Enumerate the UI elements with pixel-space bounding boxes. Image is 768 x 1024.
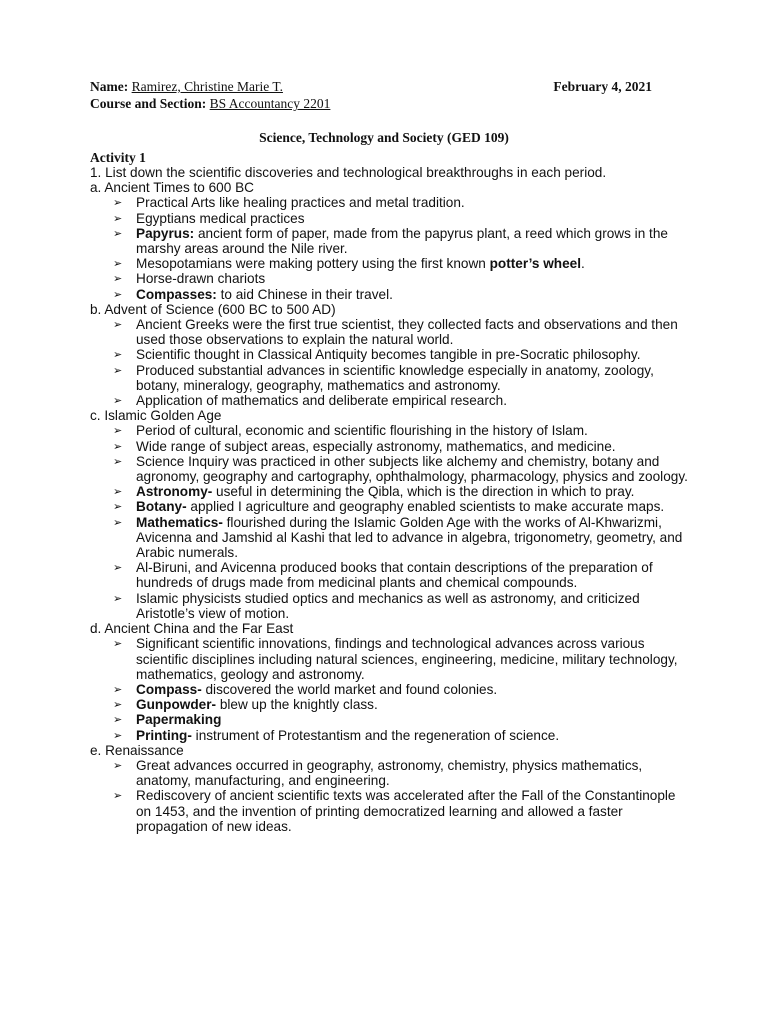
list-item (113, 317, 690, 348)
list-item (113, 362, 690, 393)
item-text: ancient form of paper, made from the papyrus plant, a reed which grows in the marshy areas around the Nile river. (136, 225, 668, 257)
item-text: to aid Chinese in their travel. (216, 286, 393, 302)
item-bold-term: Printing- (136, 727, 192, 743)
list-item (113, 210, 690, 226)
name-label: Name: (90, 79, 129, 94)
item-text: Al-Biruni, and Avicenna produced books that contain descriptions of the preparation of hundreds of drugs made from medicinal plants and chemical compounds. (136, 560, 653, 591)
list-item (113, 681, 690, 697)
list-item (113, 195, 690, 211)
list-item (113, 393, 690, 409)
item-text: Period of cultural, economic and scientific flourishing in the history of Islam. (136, 423, 588, 439)
arrow-bullet-icon: ➢ (113, 561, 123, 575)
name-line (90, 79, 283, 95)
item-text: . (581, 256, 585, 272)
item-bold-term: Compasses: (136, 286, 217, 302)
sections-container (90, 180, 690, 834)
section-title: b. Advent of Science (600 BC to 500 AD) (90, 301, 336, 317)
list-item (113, 286, 690, 302)
list-item (113, 712, 690, 728)
arrow-bullet-icon: ➢ (113, 500, 123, 514)
list-item (113, 271, 690, 287)
list-item (113, 438, 690, 454)
arrow-bullet-icon: ➢ (113, 287, 123, 301)
arrow-bullet-icon: ➢ (113, 454, 123, 468)
arrow-bullet-icon: ➢ (113, 257, 123, 271)
arrow-bullet-icon: ➢ (113, 226, 123, 240)
arrow-bullet-icon: ➢ (113, 591, 123, 605)
list-item (113, 423, 690, 439)
list-item (113, 590, 690, 621)
bullet-list (90, 423, 690, 621)
arrow-bullet-icon: ➢ (113, 713, 123, 727)
item-bold-term: Mathematics- (136, 514, 223, 530)
arrow-bullet-icon: ➢ (113, 728, 123, 742)
item-text: Islamic physicists studied optics and mechanics as well as astronomy, and criticized Aristotle’s view of motion. (136, 590, 640, 621)
arrow-bullet-icon: ➢ (113, 211, 123, 225)
list-item (113, 757, 690, 789)
date: February 4, 2021 (553, 79, 652, 94)
item-text: Wide range of subject areas, especially astronomy, mathematics, and medicine. (136, 438, 616, 454)
item-bold-term: potter’s wheel (489, 256, 582, 272)
arrow-bullet-icon: ➢ (113, 424, 123, 438)
list-item (113, 788, 690, 834)
item-text: Science Inquiry was practiced in other subjects like alchemy and chemistry, botany and agronomy, geography and cartography, ophthalmology, pharmacology, physics and zoology. (136, 453, 688, 485)
item-text: Rediscovery of ancient scientific texts was accelerated after the Fall of the Constantinople on 1453, and the invention of printing democratized learning and allowed a faster propagation of new ideas. (136, 788, 676, 834)
course-line (90, 96, 330, 112)
item-text: Mesopotamians were making pottery using the first known (136, 256, 490, 272)
item-bold-term: Papermaking (136, 712, 222, 728)
list-item (113, 225, 690, 257)
prompt-text: 1. List down the scientific discoveries and technological breakthroughs in each period. (90, 165, 607, 180)
name-value: Ramirez, Christine Marie T. (131, 79, 283, 94)
list-item (113, 697, 690, 713)
item-text: Ancient Greeks were the first true scientist, they collected facts and observations and then used those observations to explain the natural world. (136, 317, 678, 348)
item-text: Significant scientific innovations, findings and technological advances across various scientific disciplines including natural sciences, engineering, medicine, military technology, mathematics, geology and astronomy. (136, 636, 678, 682)
arrow-bullet-icon: ➢ (113, 637, 123, 651)
list-item (113, 514, 690, 561)
arrow-bullet-icon: ➢ (113, 485, 123, 499)
arrow-bullet-icon: ➢ (113, 682, 123, 696)
arrow-bullet-icon: ➢ (113, 439, 123, 453)
bullet-list (90, 758, 690, 834)
list-item (113, 499, 690, 515)
section-title: a. Ancient Times to 600 BC (90, 180, 254, 196)
item-text: applied I agriculture and geography enabled scientists to make accurate maps. (186, 499, 665, 515)
arrow-bullet-icon: ➢ (113, 515, 123, 529)
item-text: useful in determining the Qibla, which is the direction in which to pray. (212, 484, 635, 500)
item-text: Application of mathematics and deliberate empirical research. (136, 393, 507, 409)
list-item (113, 256, 690, 272)
arrow-bullet-icon: ➢ (113, 272, 123, 286)
item-bold-term: Papyrus: (136, 225, 195, 241)
item-bold-term: Astronomy- (136, 484, 213, 500)
item-text: Great advances occurred in geography, astronomy, chemistry, physics mathematics, anatomy, manufacturing, and engineering. (136, 757, 643, 789)
activity-heading: Activity 1 (90, 150, 146, 165)
list-item (113, 636, 690, 682)
list-item (113, 453, 690, 485)
section-title: c. Islamic Golden Age (90, 408, 222, 424)
item-text: flourished during the Islamic Golden Age with the works of Al-Khwarizmi, Avicenna and Jamshid al Kashi that led to advance in algebra, trigonometry, geometry, and Arabic numerals. (136, 514, 683, 561)
item-text: instrument of Protestantism and the regeneration of science. (191, 727, 560, 743)
course-title: Science, Technology and Society (GED 109) (259, 130, 509, 145)
item-bold-term: Compass- (136, 681, 202, 697)
item-text: Practical Arts like healing practices and metal tradition. (136, 195, 465, 211)
bullet-list (90, 317, 690, 408)
document-body (90, 165, 690, 834)
item-text: Horse-drawn chariots (136, 271, 266, 287)
arrow-bullet-icon: ➢ (113, 318, 123, 332)
arrow-bullet-icon: ➢ (113, 789, 123, 803)
list-item (113, 347, 690, 363)
list-item (113, 727, 690, 743)
bullet-list (90, 636, 690, 742)
item-bold-term: Botany- (136, 499, 187, 515)
arrow-bullet-icon: ➢ (113, 698, 123, 712)
list-item (113, 484, 690, 500)
course-value: BS Accountancy 2201 (209, 96, 331, 111)
item-text: discovered the world market and found colonies. (201, 681, 498, 697)
course-label: Course and Section: (90, 96, 207, 111)
item-text: Produced substantial advances in scientific knowledge especially in anatomy, zoology, botany, mineralogy, geography, mathematics and astronomy. (136, 362, 654, 393)
item-text: Egyptians medical practices (136, 210, 305, 226)
arrow-bullet-icon: ➢ (113, 758, 123, 772)
arrow-bullet-icon: ➢ (113, 196, 123, 210)
item-text: Scientific thought in Classical Antiquity becomes tangible in pre-Socratic philosophy. (136, 347, 641, 363)
bullet-list (90, 195, 690, 301)
section-title: d. Ancient China and the Far East (90, 621, 294, 637)
arrow-bullet-icon: ➢ (113, 348, 123, 362)
arrow-bullet-icon: ➢ (113, 394, 123, 408)
section-title: e. Renaissance (90, 742, 184, 758)
list-item (113, 560, 690, 591)
arrow-bullet-icon: ➢ (113, 363, 123, 377)
item-text: blew up the knightly class. (216, 697, 378, 713)
item-bold-term: Gunpowder- (136, 697, 217, 713)
